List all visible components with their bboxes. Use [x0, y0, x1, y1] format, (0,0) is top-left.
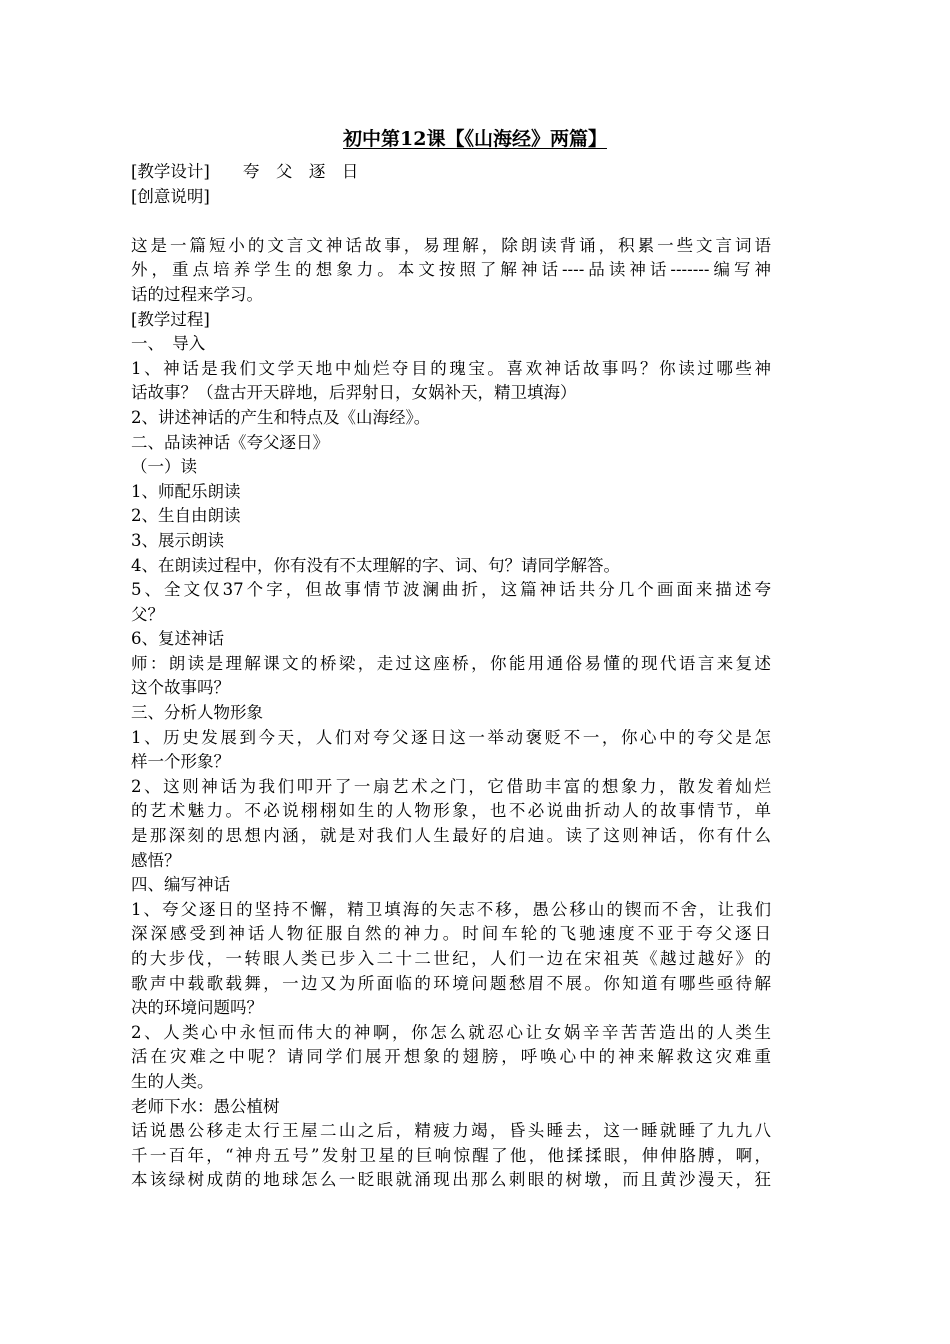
text-line: 5、全文仅37个字，但故事情节波澜曲折，这篇神话共分几个画面来描述夸: [131, 580, 771, 600]
text-line: 的艺术魅力。不必说栩栩如生的人物形象，也不必说曲折动人的故事情节，单: [131, 801, 771, 821]
text-line: 深深感受到神话人物征服自然的神力。时间车轮的飞驰速度不亚于夸父逐日: [131, 924, 771, 944]
text-line: 老师下水：愚公植树: [131, 1096, 280, 1116]
text-line: [创意说明]: [131, 186, 210, 206]
text-line: 二、品读神话《夸父逐日》: [131, 432, 329, 452]
text-line: 话说愚公移走太行王屋二山之后，精疲力竭，昏头睡去，这一睡就睡了九九八: [131, 1121, 771, 1141]
document-body: [131, 160, 771, 1193]
text-line: 1、历史发展到今天，人们对夸父逐日这一举动褒贬不一，你心中的夸父是怎: [131, 727, 771, 747]
text-line: 师：朗读是理解课文的桥梁，走过这座桥，你能用通俗易懂的现代语言来复述: [131, 653, 771, 673]
text-line: 的大步伐，一转眼人类已步入二十二世纪，人们一边在宋祖英《越过越好》的: [131, 949, 771, 968]
text-line: 1、夸父逐日的坚持不懈，精卫填海的矢志不移，愚公移山的锲而不舍，让我们: [131, 899, 771, 919]
text-line: 6、复述神话: [131, 629, 224, 649]
text-line: 父？: [131, 604, 164, 624]
text-line: 一、 导入: [131, 334, 206, 354]
text-line: 四、编写神话: [131, 875, 230, 895]
text-line: 歌声中载歌载舞，一边又为所面临的环境问题愁眉不展。你知道有哪些亟待解: [131, 973, 771, 993]
text-line: 3、展示朗读: [131, 530, 224, 550]
text-line: 4、在朗读过程中，你有没有不太理解的字、词、句？请同学解答。: [131, 555, 620, 575]
text-line: 2、生自由朗读: [131, 506, 241, 526]
text-line: 生的人类。: [131, 1071, 214, 1091]
text-line: 样一个形象？: [131, 752, 230, 772]
text-line: 本该绿树成荫的地球怎么一眨眼就涌现出那么刺眼的树墩，而且黄沙漫天，狂: [131, 1170, 771, 1190]
text-line: [教学过程]: [131, 309, 210, 329]
text-line: 1、神话是我们文学天地中灿烂夺目的瑰宝。喜欢神话故事吗？你读过哪些神: [131, 358, 771, 378]
text-line: 话的过程来学习。: [131, 284, 263, 304]
text-line: 1、师配乐朗读: [131, 481, 241, 501]
blank-line: [131, 209, 771, 234]
text-line: 2、这则神话为我们叩开了一扇艺术之门，它借助丰富的想象力，散发着灿烂: [131, 776, 771, 796]
text-line: 千一百年，“神舟五号”发射卫星的巨响惊醒了他，他揉揉眼，伸伸胳膊，啊，: [131, 1145, 771, 1165]
text-line: 这个故事吗？: [131, 678, 230, 698]
text-line: 是那深刻的思想内涵，就是对我们人生最好的启迪。读了这则神话，你有什么: [131, 826, 771, 846]
text-line: 2、讲述神话的产生和特点及《山海经》。: [131, 407, 431, 427]
text-line: 感悟？: [131, 850, 181, 870]
document-title: [0, 124, 950, 154]
text-line: 决的环境问题吗？: [131, 998, 263, 1018]
text-line: 活在灾难之中呢？请同学们展开想象的翅膀，呼唤心中的神来解救这灾难重: [131, 1047, 771, 1067]
text-line: （一）读: [131, 457, 197, 477]
text-line: 三、分析人物形象: [131, 703, 263, 723]
text-line: 外，重点培养学生的想象力。本文按照了解神话----品读神话-------编写神: [131, 260, 771, 280]
text-line: 这是一篇短小的文言文神话故事，易理解，除朗读背诵，积累一些文言词语: [131, 235, 771, 255]
document-title-text: 初中第12课【《山海经》两篇】: [343, 128, 607, 150]
text-line: 话故事？（盘古开天辟地，后羿射日，女娲补天，精卫填海）: [131, 383, 577, 403]
text-line: 2、人类心中永恒而伟大的神啊，你怎么就忍心让女娲辛辛苦苦造出的人类生: [131, 1022, 771, 1042]
text-line: [教学设计] 夸 父 逐 日: [131, 162, 359, 181]
